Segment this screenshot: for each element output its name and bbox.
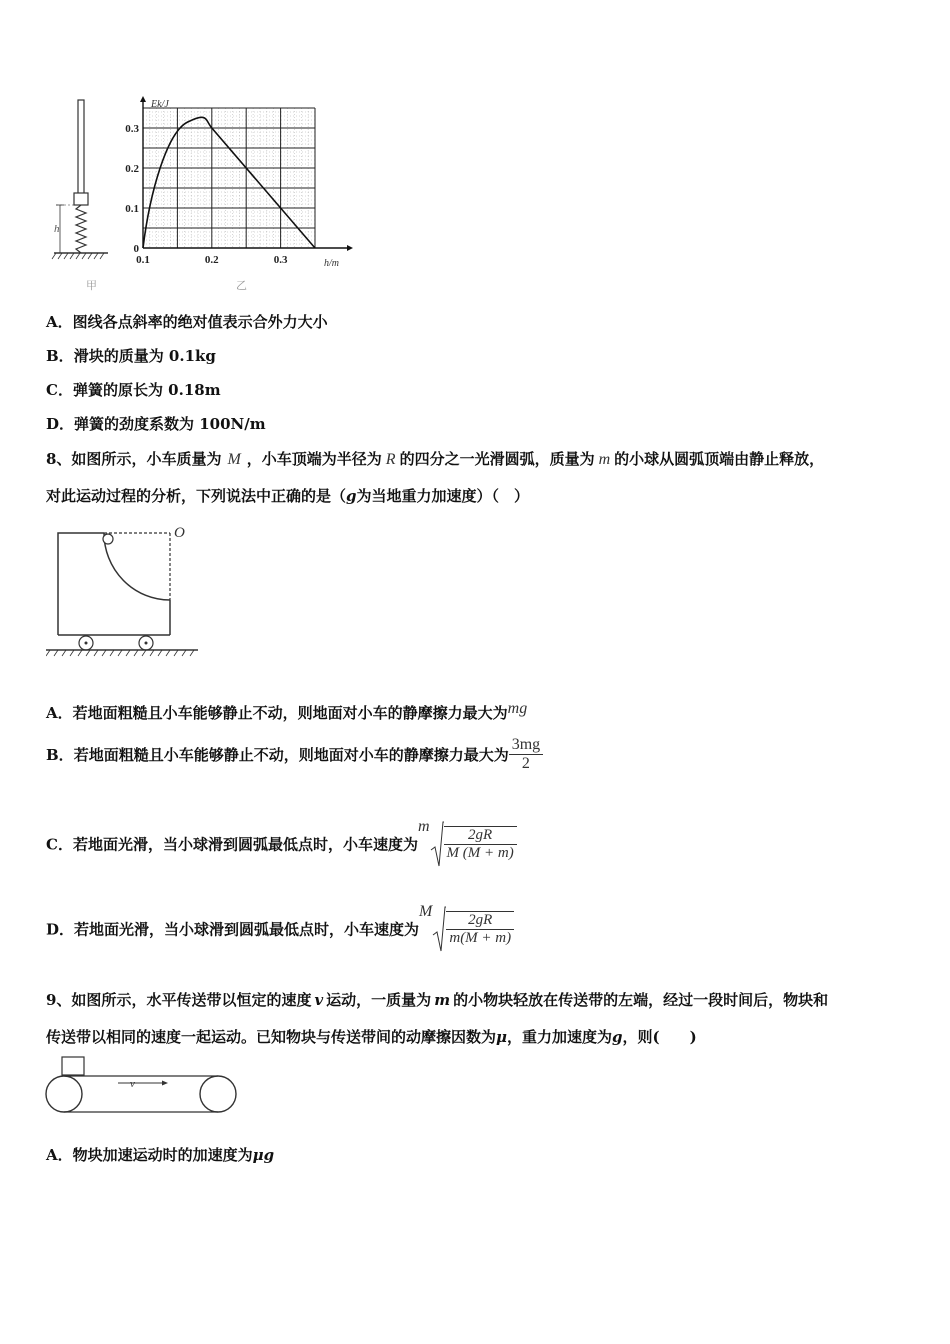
q8-option-a[interactable] xyxy=(46,702,527,723)
q8-text: 8、如图所示，小车质量为 xyxy=(46,450,222,468)
option-label: C． xyxy=(46,835,73,854)
option-text: 滑块的质量为 0.1kg xyxy=(73,347,216,365)
fraction-numerator: 2gR xyxy=(444,827,517,845)
figure-conveyor-belt xyxy=(44,1055,244,1115)
fraction-denominator: 2 xyxy=(521,755,530,772)
option-text: 若地面光滑，当小球滑到圆弧最低点时，小车速度为 xyxy=(72,835,418,854)
sqrt-fraction xyxy=(444,826,517,862)
chart-y-axis-label: Ek/J xyxy=(151,99,169,110)
option-coefficient: M xyxy=(419,903,433,920)
option-math: mg xyxy=(507,700,528,717)
figure-spring-apparatus xyxy=(46,95,116,295)
option-label: B． xyxy=(46,746,74,764)
q8-option-c[interactable] xyxy=(46,820,517,868)
x-tick-label: 0.2 xyxy=(204,254,219,266)
q7-option-c[interactable] xyxy=(46,379,221,400)
y-tick-label: 0.3 xyxy=(125,123,139,135)
q8-option-d[interactable] xyxy=(46,905,514,953)
q8-option-b[interactable] xyxy=(46,736,543,773)
q7-option-a[interactable] xyxy=(46,311,328,332)
fraction-denominator: M (M + m) xyxy=(446,845,514,861)
x-tick-label: 0.1 xyxy=(136,254,150,266)
option-label: D． xyxy=(46,920,75,939)
q9-text: 运动，一质量为 xyxy=(326,991,432,1009)
var-m: m xyxy=(598,451,611,468)
option-math: μg xyxy=(252,1146,275,1164)
sqrt-fraction xyxy=(446,911,514,947)
sqrt-expression xyxy=(430,820,517,868)
option-text: 图线各点斜率的绝对值表示合外力大小 xyxy=(72,313,328,331)
q8-text: 的四分之一光滑圆弧，质量为 xyxy=(399,450,595,468)
q9-text: 的小物块轻放在传送带的左端，经过一段时间后，物块和 xyxy=(453,991,829,1009)
y-tick-label: 0.1 xyxy=(125,203,139,215)
y-axis-arrow-icon xyxy=(140,96,146,102)
option-text: 若地面粗糙且小车能够静止不动，则地面对小车的静摩擦力最大为 xyxy=(73,746,509,764)
x-tick-label: 0.3 xyxy=(273,254,288,266)
option-text: 若地面光滑，当小球滑到圆弧最低点时，小车速度为 xyxy=(74,920,420,939)
option-text: 弹簧的劲度系数为 100N/m xyxy=(74,415,266,433)
q9-stem-line1 xyxy=(46,989,828,1010)
var-R: R xyxy=(385,451,396,468)
q8-text: 对此运动过程的分析，下列说法中正确的是（ xyxy=(46,487,347,505)
radical-sign-icon xyxy=(432,905,446,953)
h-dimension-label: h xyxy=(54,223,60,235)
fraction-3mg-over-2 xyxy=(509,736,543,773)
var-g: g xyxy=(612,1028,623,1046)
option-text: 若地面粗糙且小车能够静止不动，则地面对小车的静摩擦力最大为 xyxy=(72,704,508,722)
var-m: m xyxy=(434,991,451,1009)
figure-yi-label: 乙 xyxy=(236,280,247,292)
figure-cart-arc xyxy=(46,525,206,665)
option-label: B． xyxy=(46,347,74,365)
q7-option-b[interactable] xyxy=(46,345,216,366)
y-tick-label: 0.2 xyxy=(125,163,139,175)
radical-sign-icon xyxy=(430,820,444,868)
option-label: D． xyxy=(46,415,75,433)
velocity-label: v xyxy=(130,1078,135,1090)
q9-text: ，重力加速度为 xyxy=(507,1028,613,1046)
figure-jia-label: 甲 xyxy=(86,280,97,292)
q7-option-d[interactable] xyxy=(46,413,266,434)
var-g: g xyxy=(346,487,357,505)
option-text: 弹簧的原长为 0.18m xyxy=(72,381,221,399)
q8-text: 的小球从圆弧顶端由静止释放， xyxy=(614,450,825,468)
option-label: C． xyxy=(46,381,73,399)
q9-text: 传送带以相同的速度一起运动。已知物块与传送带间的动摩擦因数为 xyxy=(46,1028,497,1046)
q9-stem-line2 xyxy=(46,1026,697,1047)
q9-option-a[interactable] xyxy=(46,1144,274,1165)
x-axis-arrow-icon xyxy=(347,245,353,251)
y-tick-label: 0 xyxy=(133,243,139,255)
option-label: A． xyxy=(46,1146,73,1164)
q8-stem-line2 xyxy=(46,485,529,506)
q8-stem-line1 xyxy=(46,448,824,469)
q8-text: 为当地重力加速度）（ ） xyxy=(356,487,530,505)
fraction-numerator: 3mg xyxy=(509,736,543,755)
var-v: v xyxy=(314,991,324,1009)
q8-text: ，小车顶端为半径为 xyxy=(246,450,382,468)
ek-h-chart xyxy=(115,95,360,275)
option-label: A． xyxy=(46,704,73,722)
var-mu: μ xyxy=(496,1028,507,1046)
option-text: 物块加速运动时的加速度为 xyxy=(72,1146,253,1164)
var-M: M xyxy=(227,451,241,468)
fraction-numerator: 2gR xyxy=(446,912,514,930)
point-o-label: O xyxy=(174,525,185,541)
option-coefficient: m xyxy=(417,818,430,835)
q9-text: 9、如图所示，水平传送带以恒定的速度 xyxy=(46,991,312,1009)
option-label: A． xyxy=(46,313,73,331)
chart-x-axis-label: h/m xyxy=(324,258,339,269)
fraction-denominator: m(M + m) xyxy=(449,930,512,946)
sqrt-expression xyxy=(432,905,514,953)
q9-text: ，则( ) xyxy=(622,1028,697,1046)
